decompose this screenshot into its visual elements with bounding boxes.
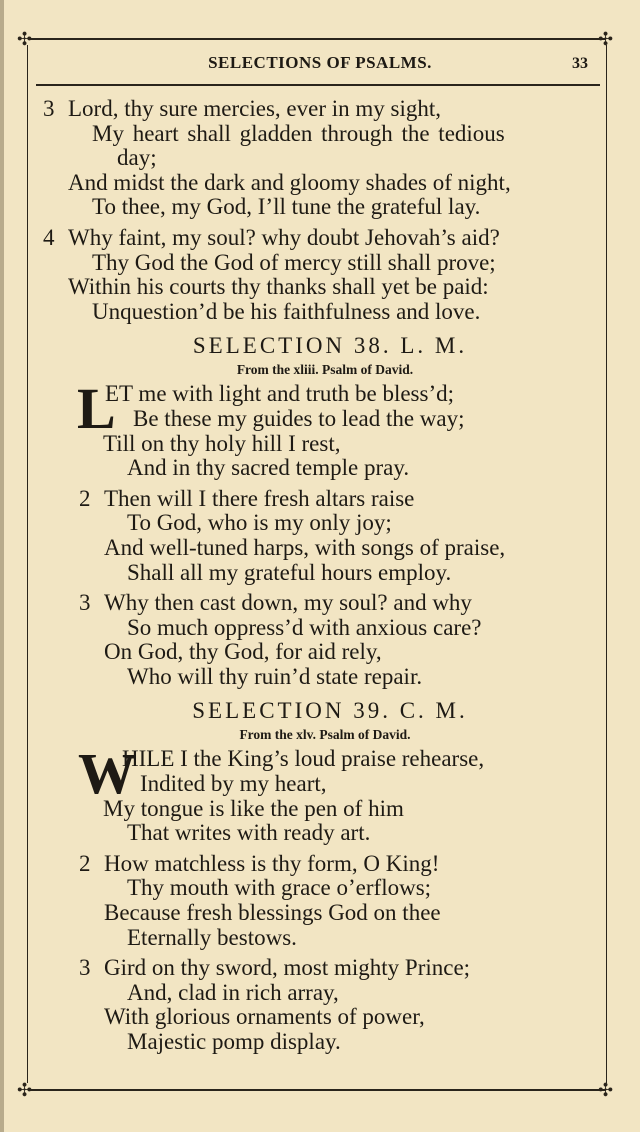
bottom-border [30, 1089, 606, 1091]
corner-ornament-icon: ✣ [598, 1080, 614, 1100]
verse-number: 4 [43, 224, 55, 250]
stanza [0, 487, 640, 585]
verse-line: Shall all my grateful hours employ. [127, 559, 452, 585]
header-rule [36, 84, 600, 86]
selection-source: From the xliii. Psalm of David. [236, 362, 414, 378]
verse-line: Why then cast down, my soul? and why [104, 590, 472, 616]
stanza [0, 591, 640, 689]
verse-line: day; [117, 145, 157, 171]
verse-line: Unquestion’d be his faithfulness and love. [92, 298, 481, 324]
verse-line: To God, who is my only joy; [127, 510, 392, 536]
verse-line: So much oppress’d with anxious care? [127, 614, 482, 640]
verse-line: Who will thy ruin’d state repair. [127, 663, 423, 689]
verse-line: My heart shall gladden through the tedious [92, 120, 505, 146]
selection-source: From the xlv. Psalm of David. [239, 727, 411, 743]
page-number: 33 [572, 55, 588, 72]
drop-cap: L [77, 376, 116, 442]
verse-line: Within his courts thy thanks shall yet be paid: [68, 274, 489, 300]
stanza [0, 852, 640, 950]
verse-line: HILE I the King’s loud praise rehearse, [122, 746, 485, 772]
verse-line: Thy God the God of mercy still shall prove; [92, 249, 496, 275]
verse-line: And well-tuned harps, with songs of praise, [104, 534, 506, 560]
stanza [0, 741, 640, 846]
verse-line: With glorious ornaments of power, [104, 1004, 425, 1030]
verse-line: Eternally bestows. [127, 924, 297, 950]
verse-line: And, clad in rich array, [127, 979, 339, 1005]
verse-line: Then will I there fresh altars raise [104, 485, 415, 511]
verse-line: And midst the dark and gloomy shades of night, [68, 169, 511, 195]
stanza [0, 956, 640, 1054]
verse-number: 3 [79, 590, 91, 616]
verse-line: On God, thy God, for aid rely, [104, 639, 382, 665]
verse-line: Indited by my heart, [140, 771, 327, 797]
verse-number: 2 [79, 485, 91, 511]
selection-title: SELECTION 39. C. M. [192, 698, 468, 724]
verse-line: And in thy sacred temple pray. [127, 455, 410, 481]
verse-line: My tongue is like the pen of him [103, 795, 404, 821]
verse-line: That writes with ready art. [127, 820, 371, 846]
stanza [0, 226, 640, 324]
drop-cap: W [78, 741, 136, 807]
corner-ornament-icon: ✣ [17, 29, 33, 49]
selection-title: SELECTION 38. L. M. [192, 333, 468, 359]
verse-line: ET me with light and truth be bless’d; [105, 381, 454, 407]
page-content [0, 97, 640, 1055]
verse-line: Thy mouth with grace o’erflows; [127, 875, 432, 901]
verse-line: To thee, my God, I’ll tune the grateful lay. [92, 194, 481, 220]
corner-ornament-icon: ✣ [598, 29, 614, 49]
verse-number: 3 [43, 96, 55, 121]
corner-ornament-icon: ✣ [17, 1080, 33, 1100]
stanza [0, 97, 640, 220]
verse-line: How matchless is thy form, O King! [104, 850, 440, 876]
verse-line: Because fresh blessings God on thee [104, 900, 441, 926]
verse-line: Till on thy holy hill I rest, [103, 430, 341, 456]
top-border [30, 38, 606, 40]
verse-number: 3 [79, 955, 91, 981]
stanza [0, 376, 640, 481]
verse-line: Be these my guides to lead the way; [133, 405, 465, 431]
verse-line: Majestic pomp display. [127, 1029, 341, 1054]
verse-line: Lord, thy sure mercies, ever in my sight, [68, 96, 442, 121]
verse-number: 2 [79, 850, 91, 876]
running-head: SELECTIONS OF PSALMS. [208, 53, 432, 72]
verse-line: Why faint, my soul? why doubt Jehovah’s aid? [68, 224, 500, 250]
verse-line: Gird on thy sword, most mighty Prince; [104, 955, 471, 981]
